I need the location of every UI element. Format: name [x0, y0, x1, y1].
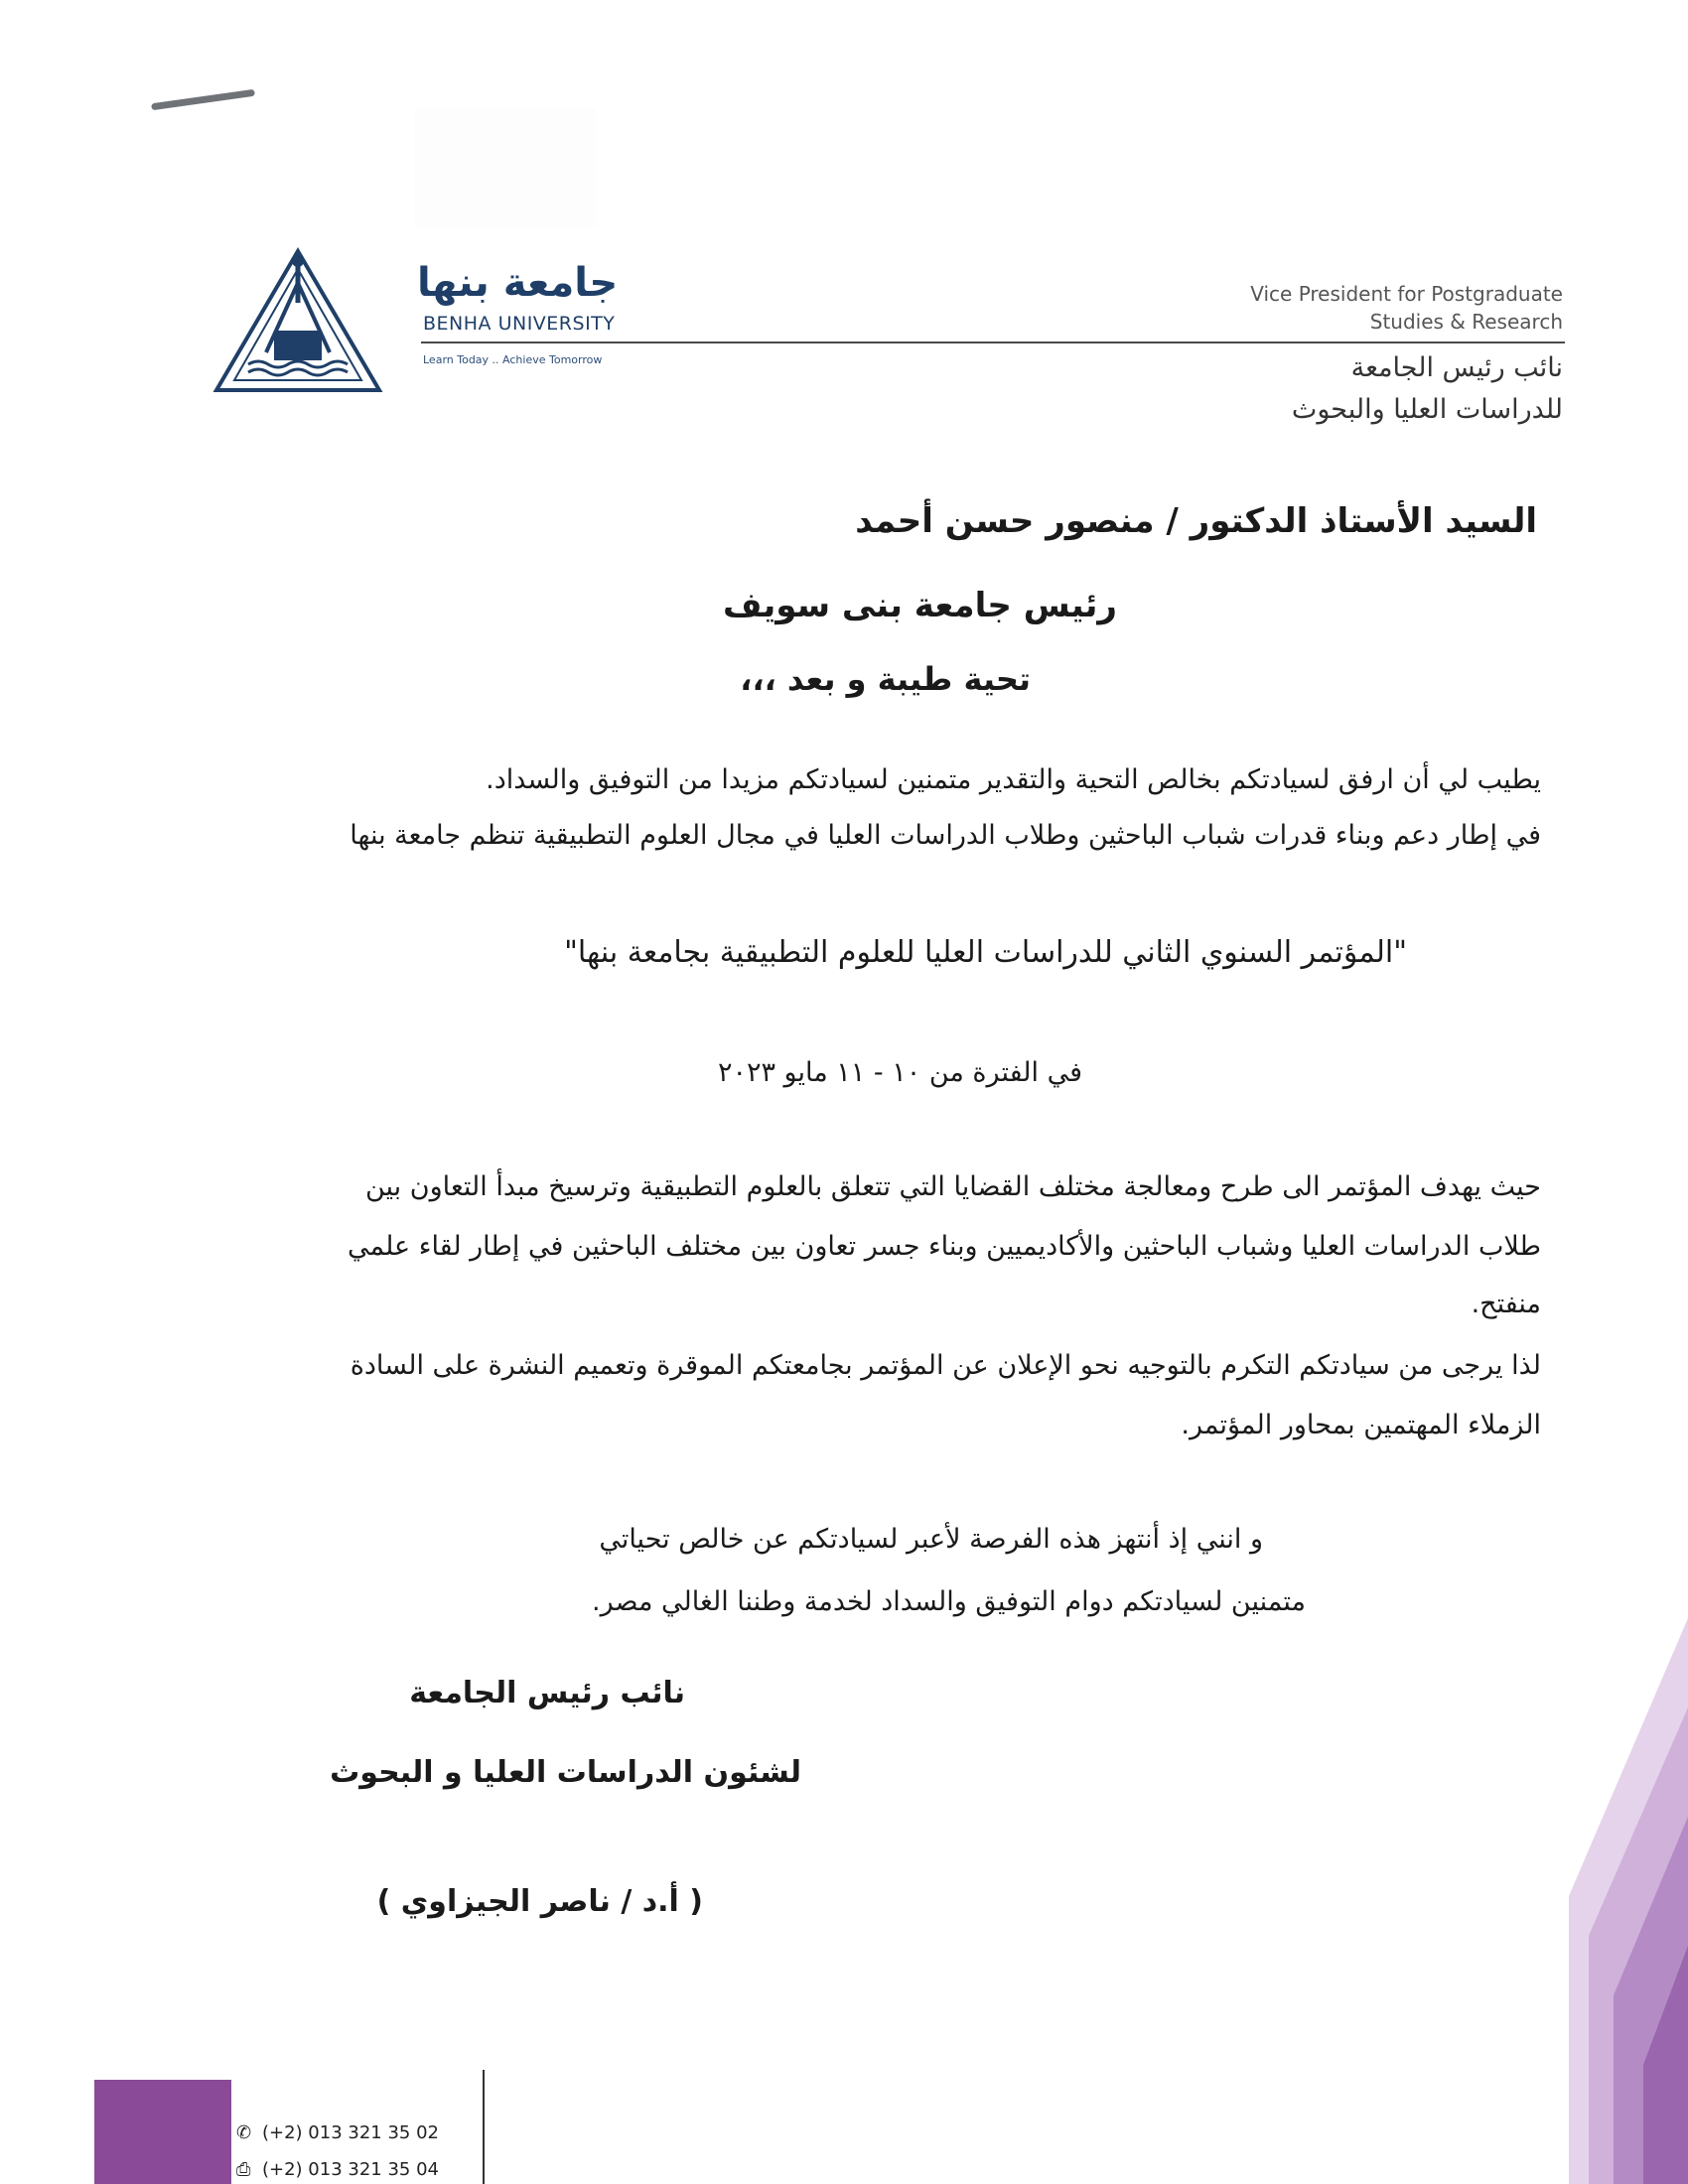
closing-line2: متمنين لسيادتكم دوام التوفيق والسداد لخدمة وطننا الغالي مصر. [592, 1586, 1306, 1617]
staple-mark [151, 89, 255, 111]
office-ar-line1: نائب رئيس الجامعة [1350, 352, 1563, 383]
signature-title-line1: نائب رئيس الجامعة [409, 1676, 685, 1710]
greeting: تحية طيبة و بعد ،،، [740, 660, 1031, 698]
conference-date: في الفترة من ١٠ - ١١ مايو ٢٠٢٣ [717, 1057, 1082, 1088]
fax-number: (+2) 013 321 35 04 [262, 2159, 439, 2180]
office-en-line2: Studies & Research [1369, 310, 1563, 334]
office-en-line1: Vice President for Postgraduate [1250, 282, 1563, 306]
footer-divider [483, 2070, 485, 2184]
paragraph-request-line2: الزملاء المهتمين بمحاور المؤتمر. [1181, 1410, 1541, 1440]
university-name-english: BENHA UNIVERSITY [423, 313, 616, 335]
university-tagline: Learn Today .. Achieve Tomorrow [423, 353, 603, 366]
phone-number: (+2) 013 321 35 02 [262, 2122, 439, 2143]
paragraph-aim-line1: حيث يهدف المؤتمر الى طرح ومعالجة مختلف القضايا التي تتعلق بالعلوم التطبيقية وترسيخ مبدأ التعاون بين [364, 1171, 1541, 1202]
office-title-english [1250, 280, 1563, 336]
addressee-line: السيد الأستاذ الدكتور / منصور حسن أحمد [855, 501, 1537, 541]
header-divider [421, 341, 1565, 343]
office-title-arabic [1292, 347, 1563, 431]
conference-title: "المؤتمر السنوي الثاني للدراسات العليا للعلوم التطبيقية بجامعة بنها" [564, 935, 1407, 970]
office-ar-line2: للدراسات العليا والبحوث [1291, 394, 1563, 425]
footer-phone [236, 2122, 439, 2143]
phone-icon: ✆ [236, 2122, 252, 2143]
fax-icon: ⎙ [236, 2159, 251, 2180]
redacted-area [415, 109, 596, 226]
university-logo-icon [209, 243, 387, 402]
signature-title-line2: لشئون الدراسات العليا و البحوث [330, 1755, 801, 1790]
addressee-title: رئيس جامعة بنى سويف [723, 586, 1117, 625]
paragraph-request-line1: لذا يرجى من سيادتكم التكرم بالتوجيه نحو الإعلان عن المؤتمر بجامعتكم الموقرة وتعميم النشرة على السادة [350, 1350, 1541, 1381]
decorative-corner [1569, 1618, 1688, 2184]
paragraph-aim-line2: طلاب الدراسات العليا وشباب الباحثين والأكاديميين وبناء جسر تعاون بين مختلف الباحثين في إطار لقاء علمي [348, 1231, 1541, 1262]
paragraph-context: في إطار دعم وبناء قدرات شباب الباحثين وطلاب الدراسات العليا في مجال العلوم التطبيقية تنظم جامعة بنها [350, 820, 1541, 851]
paragraph-aim-line3: منفتح. [1471, 1289, 1541, 1319]
footer-fax [236, 2159, 439, 2180]
signatory-name: ( أ.د / ناصر الجيزاوي ) [376, 1884, 703, 1919]
closing-line1: و انني إذ أنتهز هذه الفرصة لأعبر لسيادتكم عن خالص تحياتي [599, 1524, 1263, 1555]
footer-color-block [94, 2080, 231, 2184]
paragraph-intro: يطيب لي أن ارفق لسيادتكم بخالص التحية والتقدير متمنين لسيادتكم مزيدا من التوفيق والسداد. [486, 764, 1541, 795]
university-name-arabic: جامعة بنها [417, 260, 619, 306]
